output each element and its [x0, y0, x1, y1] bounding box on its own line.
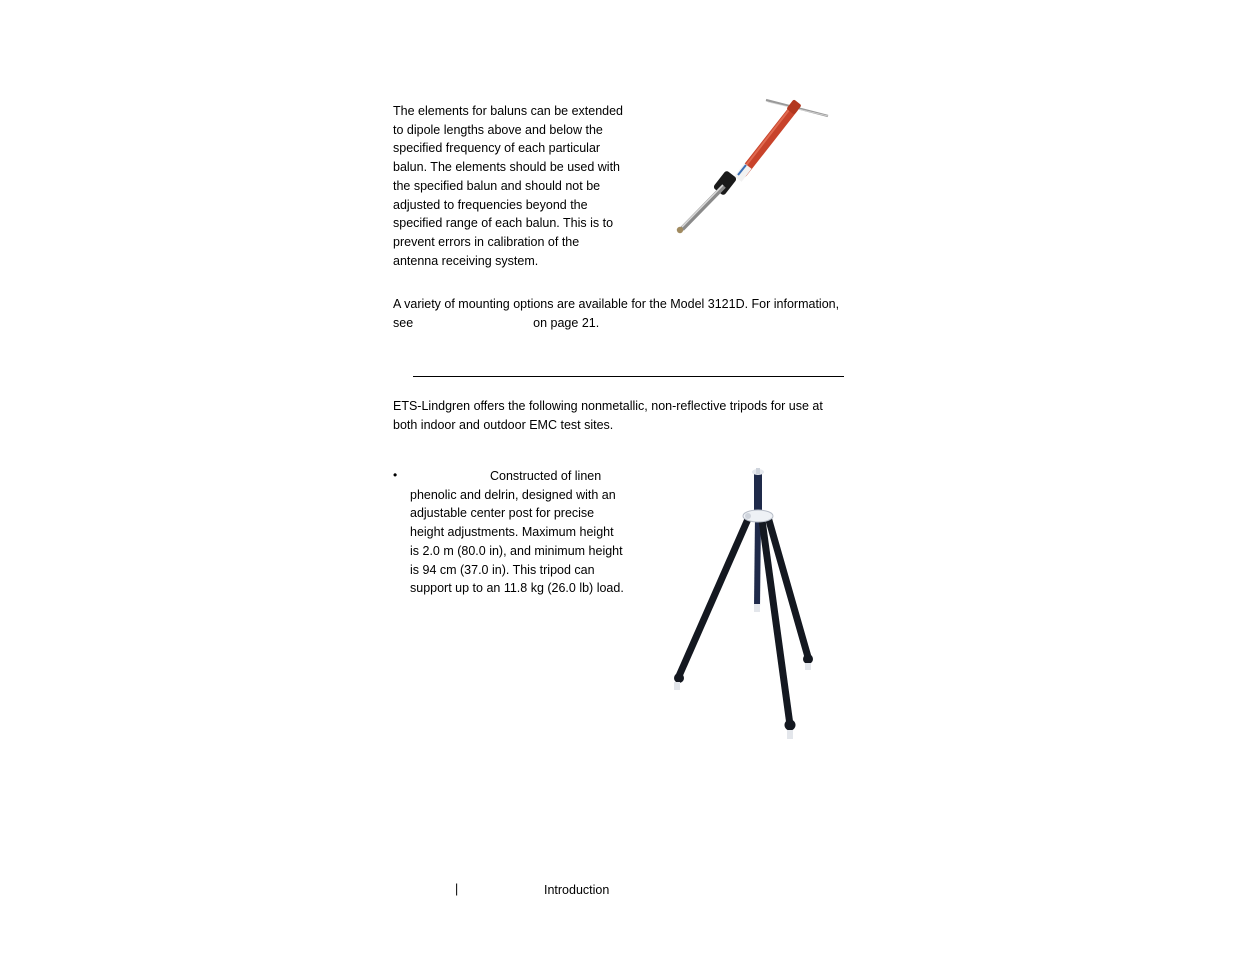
bullet-marker: • [393, 468, 398, 482]
tripod-item-paragraph [410, 467, 626, 598]
mounting-text-start: A variety of mounting options are available for the Model 3121D. For information, see [393, 297, 840, 330]
balun-element-image [668, 96, 834, 238]
footer-separator: | [455, 882, 459, 896]
balun-elements-paragraph: The elements for baluns can be extended to dipole lengths above and below the specified frequency of each particular balun. The elements should be used with the specified balun and should not be adjusted to frequencies beyond the specified range of each balun. This is to prevent errors in calibration of the antenna receiving system. [393, 104, 624, 268]
footer-section-label: Introduction [544, 883, 610, 897]
mounting-text-end: on page 21. [533, 315, 600, 330]
tripod-item-text: Constructed of linen phenolic and delrin, designed with an adjustable center post for precise height adjustments. Maximum height is 2.0 m (80.0 in), and minimum height is 94 cm (37.0 in). This tripod can support up to an 11.8 kg (26.0 lb) load. [410, 469, 624, 596]
section-divider [413, 376, 844, 377]
tripod-image [664, 464, 822, 744]
mounting-options-paragraph [393, 295, 853, 332]
tripods-intro-paragraph: ETS-Lindgren offers the following nonmetallic, non-reflective tripods for use at both indoor and outdoor EMC test sites. [393, 399, 823, 432]
